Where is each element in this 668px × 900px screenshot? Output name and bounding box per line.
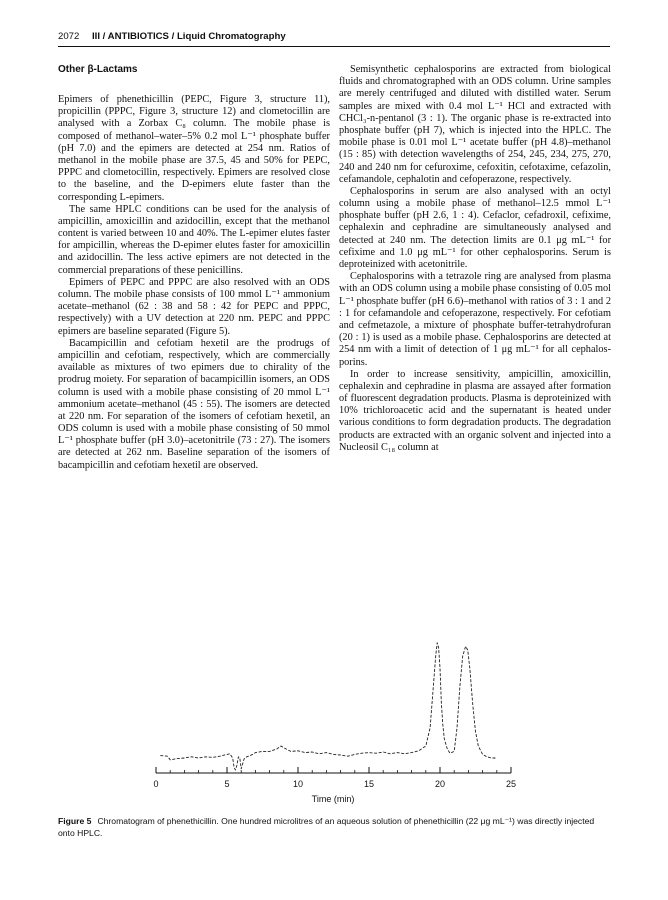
left-column: [58, 64, 330, 472]
x-tick-label: 5: [224, 779, 230, 789]
running-title: III / ANTIBIOTICS / Liquid Chromatography: [92, 31, 286, 42]
paragraph: In order to increase sensitivity, ampicillin, amoxicillin, cephalexin and cephradine in plasma are assayed after formation of fluorescent degradation products. Plasma is deproteinized with 10% trichloroacetic acid and the supernatant is heated under various conditions to form degradation products. The degradation products are extracted with an organic solvent and injected into a Nucleosil C₁₈ column at: [339, 368, 611, 453]
paragraph: Cephalosporins in serum are also analysed with an octyl column using a mobile phase of methanol–12.5 mmol L⁻¹ phosphate buffer (pH 2.6, 1 : 4). Cefaclor, cefadroxil, cefixime, cephalexin and cephradine are simultaneously analysed and detected at 240 nm. The detection limits are 0.1 μg mL⁻¹ for cefixime and 1.0 μg mL⁻¹ for other cephalosporins. Serum is deproteinized with acetonitrile.: [339, 185, 611, 270]
x-tick-label: 20: [434, 779, 446, 789]
paragraph: Epimers of PEPC and PPPC are also resolved with an ODS column. The mobile phase consists of 100 mmol L⁻¹ ammonium acetate–methanol (62 : 38 and 58 : 42 for PEPC and PPPC, respectively) with a UV detection at 220 nm. PEPC and PPPC epimers are baseline separated (Figure 5).: [58, 276, 330, 337]
paragraph: Cephalosporins with a tetrazole ring are analysed from plasma with an ODS column using a mobile phase consisting of 0.05 mol L⁻¹ phosphate buffer (pH 6.6)–methanol with ratios of 3 : 1 and 2 : 1 for cefamandole and cefoperazone, respectively. For cefotiam and cefmetazole, a mixture of phosphate buffer-tetrahydrofuran (20 : 1) is used as a mobile phase. Cephalosporins are detected at 254 nm with a limit of detection of 1 μg mL⁻¹ for all cephalosporins.: [339, 271, 611, 368]
figure-label: Figure 5: [58, 816, 92, 826]
paragraph: Semisynthetic cephalosporins are extracted from biological fluids and chromatographed with an ODS column. Urine samples are merely centrifuged and diluted with distilled water. Serum samples are mixed with 0.4 mol L⁻¹ HCl and extracted with CHCl₃-n-pentanol (3 : 1). The organic phase is re-extracted into phosphate buffer (pH 7), which is injected into the HPLC. The mobile phase is 0.01 mol L⁻¹ acetate buffer (pH 4.8)–methanol (15 : 85) with detection wavelengths of 254, 245, 234, 275, 270, 240 and 240 nm for cefuroxime, cefoxitin, cefotaxime, cefazolin, cefamandole, cephalotin and cefoperazone, respectively.: [339, 64, 611, 185]
x-axis-label: Time (min): [311, 794, 355, 804]
header-rule: [58, 46, 610, 47]
paragraph: Bacampicillin and cefotiam hexetil are the prodrugs of ampicillin and cefotiam, respectively, which are commercially available as mixtures of two epimers due to chirality of the prodrug moiety. For separation of bacampicillin isomers, an ODS column is used with a mobile phase consisting of 20 mmol L⁻¹ ammonium acetate–methanol (45 : 55). The isomers are detected at 220 nm. For separation of the isomers of cefotiam hexetil, an ODS column is used with a mobile phase consisting of 50 mmol L⁻¹ phosphate buffer (pH 3.0)–acetonitrile (73 : 27). The isomers are detected at 262 nm. Baseline separation of the isomers of bacampicillin and cefotiam hexetil are observed.: [58, 337, 330, 471]
section-heading: Other β-Lactams: [58, 64, 138, 75]
plot-area: [153, 643, 516, 789]
figure-caption: [58, 816, 610, 839]
x-tick-label: 0: [153, 779, 159, 789]
x-tick-label: 15: [363, 779, 375, 789]
right-column: [339, 64, 611, 454]
running-header: [58, 31, 610, 42]
chromatogram-trace: [160, 643, 497, 770]
page-number: 2072: [58, 31, 80, 42]
x-tick-label: 25: [505, 779, 517, 789]
caption-text: Chromatogram of phenethicillin. One hundred microlitres of an aqueous solution of phenethicillin (22 μg mL⁻¹) was directly injected onto HPLC.: [58, 816, 595, 838]
x-tick-label: 10: [292, 779, 304, 789]
paragraph: The same HPLC conditions can be used for the analysis of ampicillin, amoxicillin and azidocillin, except that the methanol content is varied between 10 and 40%. The L-epimer elutes faster for ampicillin, whereas the D-epimer elutes faster for amoxicillin and azidocillin. The less active epimers are not detected in the commercial preparations of these penicillins.: [58, 203, 330, 276]
chromatogram-figure: [150, 632, 522, 808]
paragraph: Epimers of phenethicillin (PEPC, Figure 3, structure 11), propicillin (PPPC, Figure 3, structure 12) and clometocillin are analysed with a Zorbax C₈ column. The mobile phase is composed of methanol–water–5% 0.2 mol L⁻¹ phosphate buffer (pH 7.0) and the epimers are detected at 254 nm. Ratios of methanol in the mobile phase are 37.5, 45 and 50% for PEPC, PPPC and clometocillin, respectively. Epimers are resolved close to the baseline, and the D-epimers elute faster than the corresponding L-epimers.: [58, 94, 330, 203]
